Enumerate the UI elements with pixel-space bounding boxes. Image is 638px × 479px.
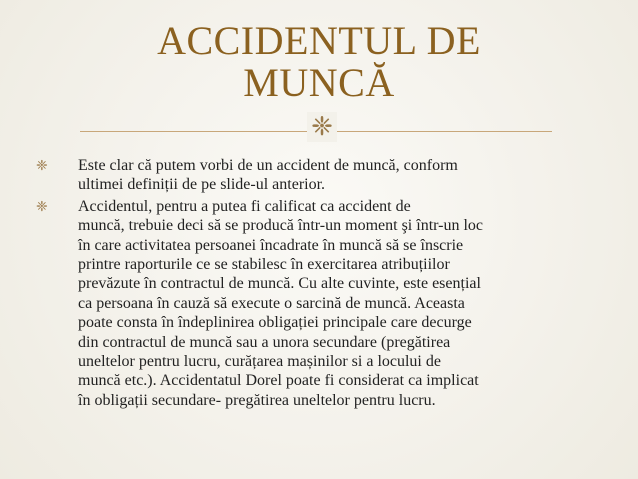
- decorative-four-leaf-icon: ❈: [307, 112, 337, 142]
- bullet-list: [36, 156, 606, 412]
- bullet-text: Accidentul, pentru a putea fi calificat ca accident de muncă, trebuie deci să se producă într-un moment şi într-un loc în care activitatea persoanei încadrate în muncă să se înscrie printre raporturile ce se stabilesc în exercitarea atribuțiilor prevăzute în contractul de muncă. Cu alte cuvinte, este esențial ca persoana în cauză să execute o sarcină de muncă. Aceasta poate consta în îndeplinirea obligației principale care decurge din contractul de muncă sau a unora secundare (pregătirea uneltelor pentru lucru, curățarea mașinilor si a locului de muncă etc.). Accidentatul Dorel poate fi considerat ca implicat în obligații secundare- pregătirea uneltelor pentru lucru.: [78, 197, 484, 409]
- slide-title: ACCIDENTUL DE MUNCĂ: [157, 18, 481, 105]
- bullet-text: Este clar că putem vorbi de un accident de muncă, conform ultimei definiții de pe slide-ul anterior.: [78, 157, 458, 194]
- four-leaf-bullet-icon: ❈: [36, 198, 48, 215]
- bullet-item-2: [36, 197, 606, 410]
- bullet-item-1: [36, 156, 606, 195]
- four-leaf-bullet-icon: ❈: [36, 158, 48, 174]
